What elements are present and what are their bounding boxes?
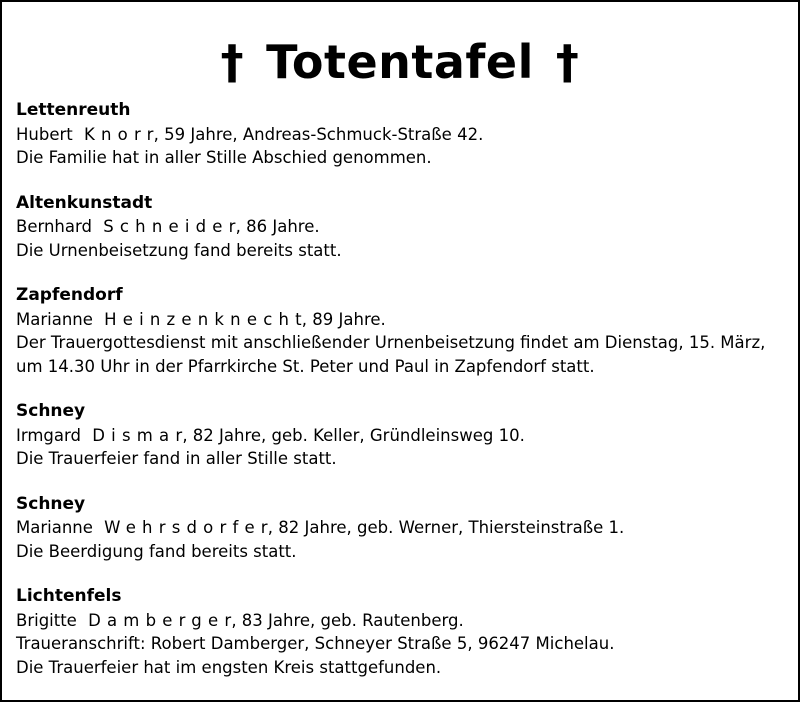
entry-surname: Knorr (84, 124, 160, 144)
title-text: Totentafel (266, 35, 534, 89)
entry-first-name: Hubert (16, 124, 73, 144)
entry-details: , 82 Jahre, geb. Werner, Thiersteinstraße 1. (267, 518, 625, 537)
page-title (2, 34, 798, 90)
entry-details: , 89 Jahre. (301, 309, 386, 329)
entry-place: Altenkunstadt (16, 192, 153, 213)
entry-first-name: Marianne (16, 309, 93, 329)
obituary-entry (16, 400, 788, 471)
entry-text-line: Die Beerdigung fand bereits statt. (16, 541, 297, 561)
entry-surname: Wehrsdorfer (104, 518, 274, 537)
entry-first-name: Marianne (16, 518, 93, 537)
obituary-entry (16, 585, 788, 679)
cross-icon-right: † (555, 35, 580, 89)
entry-name-line (16, 215, 788, 239)
entry-text-line: Die Trauerfeier fand in aller Stille statt. (16, 449, 337, 468)
entry-surname: Dismar (92, 425, 189, 445)
obituary-list (16, 99, 788, 679)
entry-first-name: Irmgard (16, 425, 81, 445)
obituary-entry (16, 99, 788, 170)
obituary-entry (16, 493, 788, 564)
entry-first-name: Bernhard (16, 217, 92, 236)
entry-surname: Heinzenknecht (104, 309, 308, 329)
entry-details: , 83 Jahre, geb. Rautenberg. (231, 610, 464, 630)
entry-text-line: Die Trauerfeier hat im engsten Kreis stattgefunden. (16, 657, 442, 677)
entry-details: , 82 Jahre, geb. Keller, Gründleinsweg 10. (182, 425, 525, 445)
entry-place: Schney (16, 493, 86, 514)
entry-text-line: Traueranschrift: Robert Damberger, Schneyer Straße 5, 96247 Michelau. (16, 634, 615, 653)
entry-name-line (16, 123, 788, 147)
entry-place: Lettenreuth (16, 100, 131, 120)
entry-place: Schney (16, 401, 86, 421)
cross-icon-left: † (220, 35, 245, 89)
obituary-entry (16, 192, 788, 263)
entry-text-line: um 14.30 Uhr in der Pfarrkirche St. Peter und Paul in Zapfendorf statt. (16, 356, 595, 376)
entry-name-line (16, 424, 788, 448)
entry-text-line: Der Trauergottesdienst mit anschließender Urnenbeisetzung findet am Dienstag, 15. März, (16, 333, 766, 352)
entry-details: , 86 Jahre. (235, 217, 320, 236)
entry-first-name: Brigitte (16, 610, 77, 630)
entry-name-line (16, 308, 788, 332)
entry-place: Zapfendorf (16, 285, 123, 305)
entry-text-line: Die Familie hat in aller Stille Abschied genommen. (16, 148, 432, 167)
entry-surname: Schneider (103, 217, 242, 236)
entry-name-line (16, 516, 788, 540)
entry-surname: Damberger (88, 610, 238, 630)
entry-name-line (16, 609, 788, 633)
entry-details: , 59 Jahre, Andreas-Schmuck-Straße 42. (153, 124, 484, 144)
obituary-entry (16, 284, 788, 378)
entry-place: Lichtenfels (16, 586, 122, 606)
entry-text-line: Die Urnenbeisetzung fand bereits statt. (16, 240, 342, 260)
